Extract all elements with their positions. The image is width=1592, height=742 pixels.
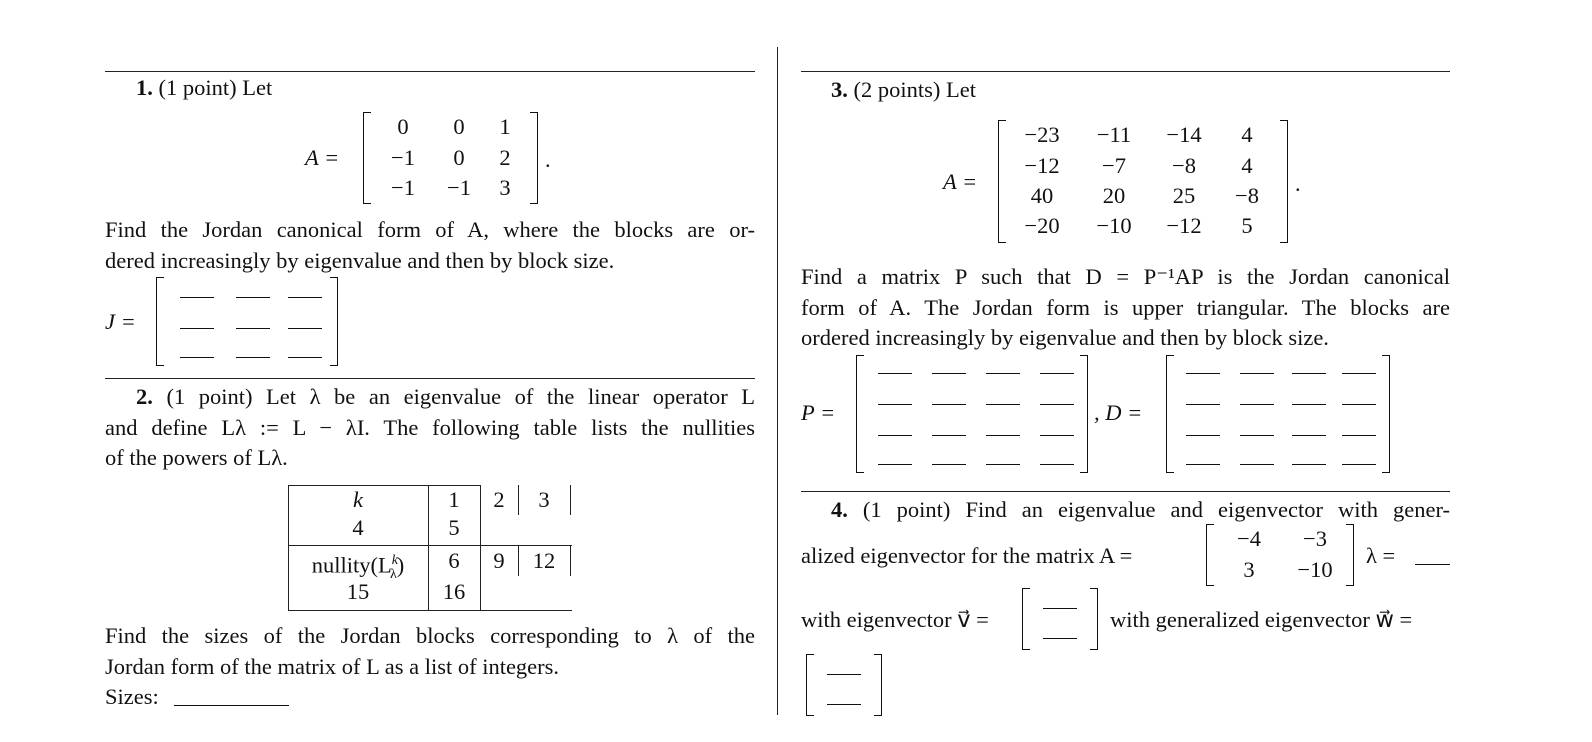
table-k-value: 1 [448,487,460,512]
answer-blank[interactable] [1186,464,1220,465]
problem4-text-line1 [831,494,1450,525]
problem3-p-label: P = [801,400,836,425]
problem3-answer-matrix-P[interactable] [856,355,1088,473]
answer-blank[interactable] [827,704,861,705]
answer-blank[interactable] [1292,373,1326,374]
generalized-eigenvector-answer-matrix[interactable] [806,654,882,716]
problem4-text-line2: alized eigenvector for the matrix A = [801,543,1133,568]
matrix-cell: 40 [1030,183,1054,208]
answer-blank[interactable] [1240,464,1274,465]
problem3-period: . [1295,171,1301,196]
answer-blank[interactable] [1186,435,1220,436]
matrix-cell: −1 [391,175,415,200]
problem3-top-rule [801,71,1450,72]
matrix-cell: 1 [499,114,511,139]
matrix-cell: 4 [1241,122,1253,147]
answer-blank[interactable] [878,404,912,405]
eigenvalue-answer-field[interactable] [1415,564,1450,565]
nullity-table [288,485,572,611]
answer-blank[interactable] [180,357,214,358]
table-k-value: 5 [448,515,460,540]
answer-blank[interactable] [986,373,1020,374]
answer-blank[interactable] [1040,404,1074,405]
answer-blank[interactable] [932,373,966,374]
matrix-cell: −23 [1024,122,1060,147]
matrix-cell: 0 [453,114,465,139]
table-nullity-label: $nullity(L^k_\lambda)$ [311,552,405,582]
problem3-matrix-label: A = [943,169,978,194]
problem2-text-line2: and define Lλ := L − λI. The following table lists the nullities [105,415,755,440]
answer-blank[interactable] [1292,404,1326,405]
problem3-header [831,74,976,105]
problem3-d-label: , D = [1094,400,1143,425]
answer-blank[interactable] [878,373,912,374]
answer-blank[interactable] [1292,464,1326,465]
answer-blank[interactable] [1040,373,1074,374]
answer-blank[interactable] [932,435,966,436]
problem1-text-line2: dered increasingly by eigenvalue and then by block size. [105,248,615,273]
problem3-text-line1: Find a matrix P such that D = P⁻¹AP is the Jordan canonical [801,264,1450,289]
answer-blank[interactable] [878,464,912,465]
matrix-cell: −14 [1166,122,1202,147]
answer-blank[interactable] [1043,608,1077,609]
answer-blank[interactable] [1240,404,1274,405]
table-nullity-value: 9 [493,548,505,573]
matrix-cell: −20 [1024,213,1060,238]
problem1-answer-label: J = [105,309,136,334]
answer-blank[interactable] [878,435,912,436]
matrix-cell: −3 [1303,526,1327,551]
problem2-text: (1 point) Let λ be an eigenvalue of the linear operator L [166,384,756,409]
problem1-answer-matrix-J[interactable] [156,277,338,366]
answer-blank[interactable] [1040,435,1074,436]
problem1-number: 1. [136,75,153,100]
answer-blank[interactable] [236,297,270,298]
answer-blank[interactable] [1043,638,1077,639]
problem3-text-line2: form of A. The Jordan form is upper triangular. The blocks are [801,295,1450,320]
problem2-answer-label: Sizes: [105,684,159,709]
problem3-matrix-A [998,120,1288,243]
problem4-lambda-label: λ = [1366,543,1396,568]
table-k-value: 3 [538,487,550,512]
problem4-matrix-A [1206,524,1354,586]
answer-blank[interactable] [236,357,270,358]
answer-blank[interactable] [180,328,214,329]
matrix-cell: 25 [1172,183,1196,208]
problem2-question-line1: Find the sizes of the Jordan blocks corresponding to λ of the [105,623,755,648]
problem2-text-line3: of the powers of Lλ. [105,445,288,470]
matrix-cell: −10 [1297,557,1333,582]
matrix-cell: −1 [447,175,471,200]
answer-blank[interactable] [1040,464,1074,465]
problem4-top-rule [801,491,1450,492]
table-header-k: k [353,487,363,512]
matrix-cell: 20 [1102,183,1126,208]
problem2-question-line2: Jordan form of the matrix of L as a list of integers. [105,654,560,679]
answer-blank[interactable] [1292,435,1326,436]
problem1-header [136,72,272,103]
problem2-top-rule [105,378,755,379]
answer-blank[interactable] [288,328,322,329]
problem1-period: . [545,147,551,172]
problem3-points: (2 points) Let [853,77,976,102]
problem4-geneig-label: with generalized eigenvector w⃗ = [1110,607,1413,632]
answer-blank[interactable] [288,357,322,358]
table-nullity-value: 12 [532,548,556,573]
problem2-text-line1 [136,381,755,412]
matrix-cell: 5 [1241,213,1253,238]
answer-blank[interactable] [1342,404,1376,405]
answer-blank[interactable] [1342,435,1376,436]
table-nullity-value: 15 [346,579,370,604]
answer-blank[interactable] [932,464,966,465]
matrix-cell: −8 [1172,153,1196,178]
answer-blank[interactable] [827,674,861,675]
problem1-text-line1: Find the Jordan canonical form of A, where the blocks are or- [105,217,755,242]
table-nullity-value: 6 [448,548,460,573]
matrix-cell: −12 [1024,153,1060,178]
answer-blank[interactable] [1342,464,1376,465]
matrix-cell: 2 [499,145,511,170]
answer-blank[interactable] [986,464,1020,465]
answer-blank[interactable] [180,297,214,298]
problem1-matrix-A [363,112,538,204]
matrix-cell: −12 [1166,213,1202,238]
answer-blank[interactable] [1186,373,1220,374]
eigenvector-answer-matrix[interactable] [1022,588,1098,650]
problem4-eigvec-label: with eigenvector v⃗ = [801,607,989,632]
answer-blank[interactable] [288,297,322,298]
column-divider [777,47,778,715]
answer-blank[interactable] [1186,404,1220,405]
problem3-number: 3. [831,77,848,102]
answer-blank[interactable] [932,404,966,405]
table-k-value: 2 [493,487,505,512]
problem2-number: 2. [136,384,153,409]
matrix-cell: −8 [1235,183,1259,208]
matrix-cell: 3 [1243,557,1255,582]
answer-blank[interactable] [236,328,270,329]
problem3-answer-matrix-D[interactable] [1166,355,1390,473]
answer-blank[interactable] [1342,373,1376,374]
matrix-cell: −11 [1096,122,1132,147]
answer-blank[interactable] [986,435,1020,436]
matrix-cell: 0 [397,114,409,139]
matrix-cell: −4 [1237,526,1261,551]
answer-blank[interactable] [1240,435,1274,436]
answer-blank[interactable] [986,404,1020,405]
sizes-answer-field[interactable] [174,705,289,706]
matrix-cell: 4 [1241,153,1253,178]
table-k-value: 4 [352,515,364,540]
matrix-cell: −10 [1096,213,1132,238]
matrix-cell: −1 [391,145,415,170]
table-nullity-value: 16 [442,579,466,604]
matrix-cell: 3 [499,175,511,200]
matrix-cell: 0 [453,145,465,170]
answer-blank[interactable] [1240,373,1274,374]
problem1-points: (1 point) Let [158,75,273,100]
matrix-cell: −7 [1102,153,1126,178]
problem1-matrix-label: A = [305,145,340,170]
problem4-number: 4. [831,497,848,522]
problem4-text: (1 point) Find an eigenvalue and eigenvector with gener- [862,497,1451,522]
problem3-text-line3: ordered increasingly by eigenvalue and then by block size. [801,325,1329,350]
